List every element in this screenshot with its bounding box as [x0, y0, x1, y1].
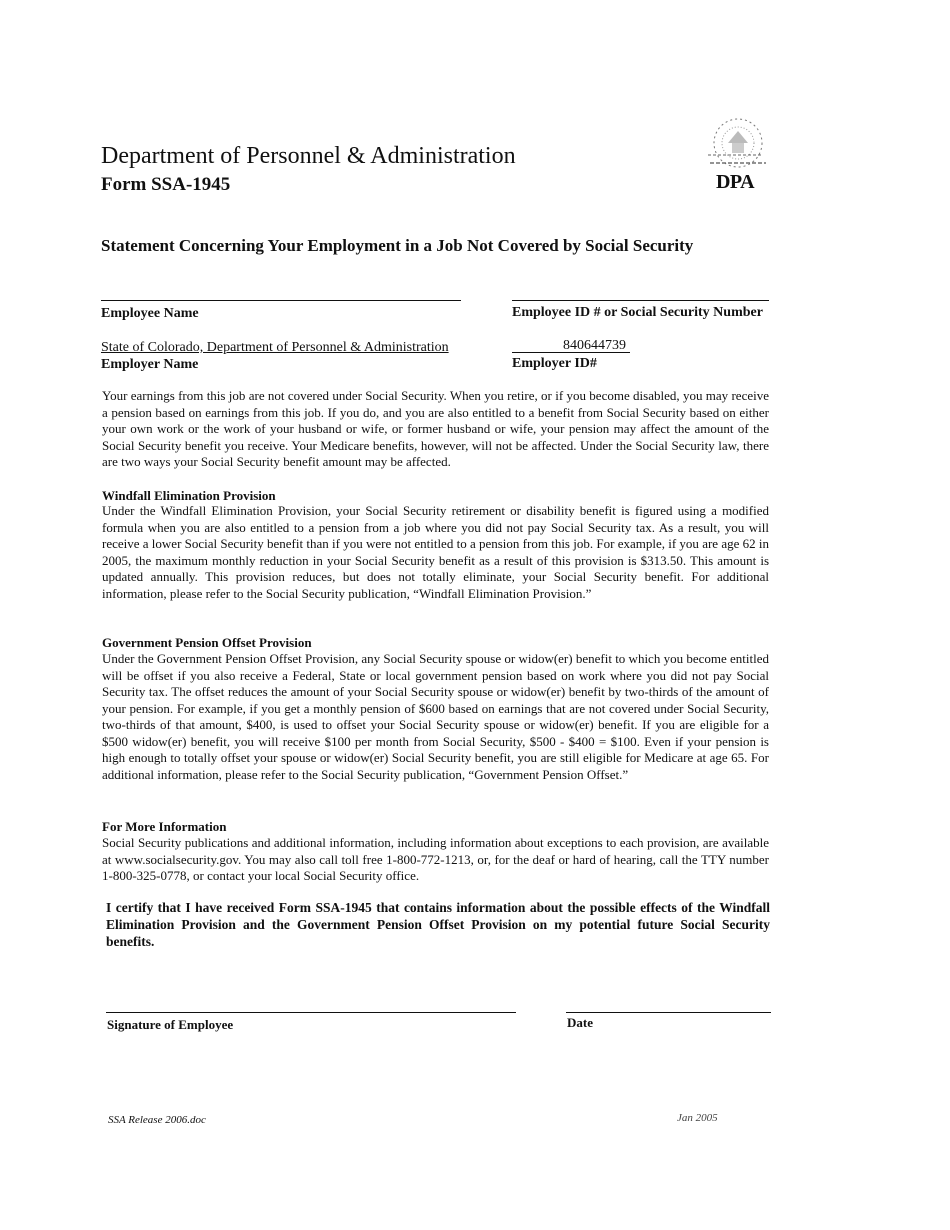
signature-label: Signature of Employee	[107, 1017, 234, 1032]
intro-paragraph: Your earnings from this job are not covered under Social Security. When you retire, or if you become disabled, you may receive a pension based on earnings from this job. If you do, and you are also entitled to a benefit from Social Security based on either your own work or the work of your husband or wife, or former husband or wife, your pension may affect the amount of the Social Security benefit you receive. Your Medicare benefits, however, will not be affected. Under the Social Security law, there are two ways your Social Security benefit amount may be affected.	[102, 388, 769, 469]
certification-text: I certify that I have received Form SSA-1945 that contains information about the possible effects of the Windfall Elimination Provision and the Government Pension Offset Provision on my potential future Social Security benefits.	[106, 900, 770, 949]
more-info-body: Social Security publications and additional information, including information about exceptions to each provision, are available at www.socialsecurity.gov. You may also call toll free 1-800-772-1213, or, for the deaf or hard of hearing, call the TTY number 1-800-325-0778, or contact your local Social Security office.	[102, 835, 769, 883]
gpo-heading: Government Pension Offset Provision	[102, 635, 312, 650]
windfall-heading: Windfall Elimination Provision	[102, 488, 276, 503]
employee-id-label: Employee ID # or Social Security Number	[512, 305, 763, 320]
gpo-body: Under the Government Pension Offset Provision, any Social Security spouse or widow(er) benefit to which you become entitled will be offset if you also receive a Federal, State or local government pension based on work where you did not pay Social Security tax. The offset reduces the amount of your Social Security spouse or widow(er) benefit by two-thirds of the amount of your pension. For example, if you get a monthly pension of $600 based on earnings that are not covered under Social Security, two-thirds of that amount, $400, is used to offset your Social Security spouse or widow(er) benefit. If you are eligible for a $500 widow(er) benefit, you will receive $100 per month from Social Security, $500 - $400 = $100. Even if your pension is high enough to totally offset your spouse or widow(er) Social Security benefit, you are still eligible for Medicare at age 65. For additional information, please refer to the Social Security publication, “Government Pension Offset.”	[102, 651, 769, 782]
dpa-logo	[700, 113, 770, 198]
footer-date: Jan 2005	[677, 1112, 718, 1124]
statement-title: Statement Concerning Your Employment in a Job Not Covered by Social Security	[101, 236, 694, 255]
signature-line[interactable]	[106, 1012, 516, 1013]
department-title: Department of Personnel & Administration	[101, 143, 516, 169]
state-seal-icon	[700, 113, 770, 173]
employer-id-value: 840644739	[563, 338, 626, 353]
employer-id-label: Employer ID#	[512, 356, 597, 371]
employee-id-line	[512, 300, 769, 301]
date-label: Date	[567, 1015, 593, 1030]
more-info-heading: For More Information	[102, 819, 227, 834]
form-id: Form SSA-1945	[101, 174, 231, 195]
logo-text: DPA	[715, 171, 755, 193]
employer-name-label: Employer Name	[101, 357, 199, 372]
windfall-body: Under the Windfall Elimination Provision, your Social Security retirement or disability benefit is figured using a modified formula when you are also entitled to a pension from a job where you did not pay Social Security tax. As a result, you will receive a lower Social Security benefit than if you were not entitled to a pension from this job. For example, if you are age 62 in 2005, the maximum monthly reduction in your Social Security benefit as a result of this provision is $313.50. This amount is updated annually. This provision reduces, but does not totally eliminate, your Social Security benefit. For additional information, please refer to the Social Security publication, “Windfall Elimination Provision.”	[102, 503, 769, 601]
date-line[interactable]	[566, 1012, 771, 1013]
employee-name-label: Employee Name	[101, 306, 199, 321]
employer-name-value: State of Colorado, Department of Personnel & Administration	[101, 340, 449, 355]
employee-name-line	[101, 300, 461, 301]
footer-filename: SSA Release 2006.doc	[108, 1114, 206, 1126]
